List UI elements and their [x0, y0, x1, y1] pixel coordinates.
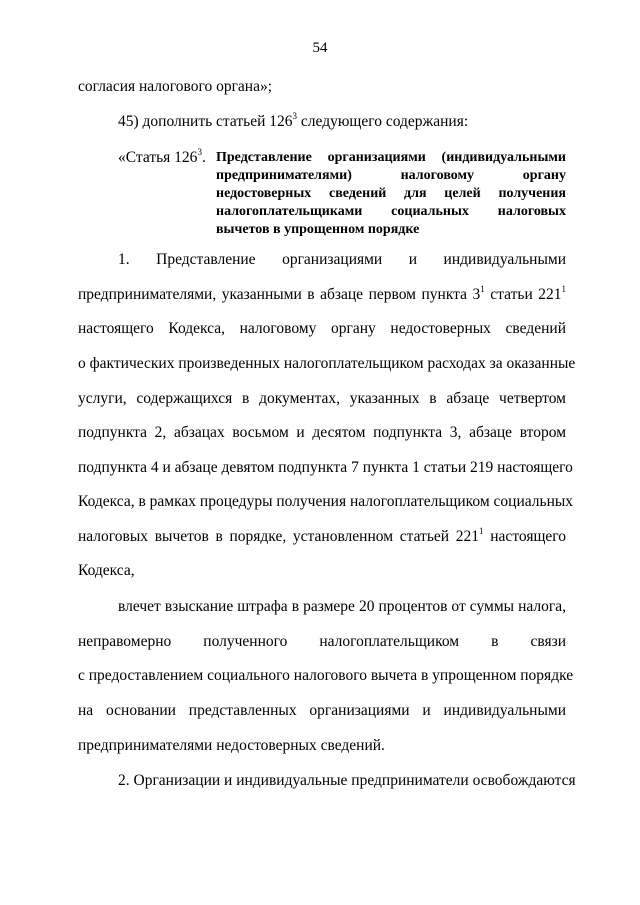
article-title-line: недостоверных сведений для целей получения [216, 186, 566, 201]
paragraph-1-line: настоящего Кодекса, налоговому органу недостоверных сведений [78, 320, 566, 337]
paragraph-2-line: влечет взыскание штрафа в размере 20 процентов от суммы налога, [118, 598, 566, 615]
paragraph-1-line: Кодекса, [78, 562, 135, 579]
article-title-line: вычетов в упрощенном порядке [216, 222, 420, 237]
paragraph-2-line: предпринимателями недостоверных сведений. [78, 737, 385, 754]
paragraph-1-line: о фактических произведенных налогоплательщиком расходах за оказанные [78, 355, 576, 372]
paragraph-2-line: с предоставлением социального налогового вычета в упрощенном порядке [78, 667, 574, 684]
paragraph-1-line: услуги, содержащихся в документах, указанных в абзаце четвертом [78, 390, 566, 407]
paragraph-1-line: Кодекса, в рамках процедуры получения налогоплательщиком социальных [78, 493, 574, 510]
paragraph-1-line: 1. Представление организациями и индивидуальными [118, 251, 566, 268]
article-title-line: налогоплательщиками социальных налоговых [216, 204, 566, 219]
paragraph-3-line: 2. Организации и индивидуальные предприниматели освобождаются [118, 772, 576, 789]
article-label: «Статья $126^3$. [118, 146, 206, 166]
text-line: согласия налогового органа»; [78, 78, 273, 95]
page-number: 54 [312, 40, 328, 56]
paragraph-1-line: налоговых вычетов в порядке, установленном статьей $221^1$ настоящего [78, 525, 567, 545]
article-title-line: Представление организациями (индивидуальными [216, 150, 566, 165]
paragraph-2-line: неправомерно полученного налогоплательщиком в связи [78, 633, 566, 650]
item-45: 45) дополнить статьей $126^3$ следующего содержания: [118, 110, 469, 130]
paragraph-1-line: подпункта 2, абзацах восьмом и десятом подпункта 3, абзаце втором [78, 424, 566, 441]
paragraph-1-line: подпункта 4 и абзаце девятом подпункта 7 пункта 1 статьи 219 настоящего [78, 459, 573, 476]
article-title [216, 149, 566, 239]
paragraph-1-line: предпринимателями, указанными в абзаце первом пункта $3^1$ статьи $221^1$ [78, 283, 567, 303]
article-title-line: предпринимателями) налоговому органу [216, 168, 566, 183]
paragraph-2-line: на основании представленных организациями и индивидуальными [78, 702, 566, 719]
